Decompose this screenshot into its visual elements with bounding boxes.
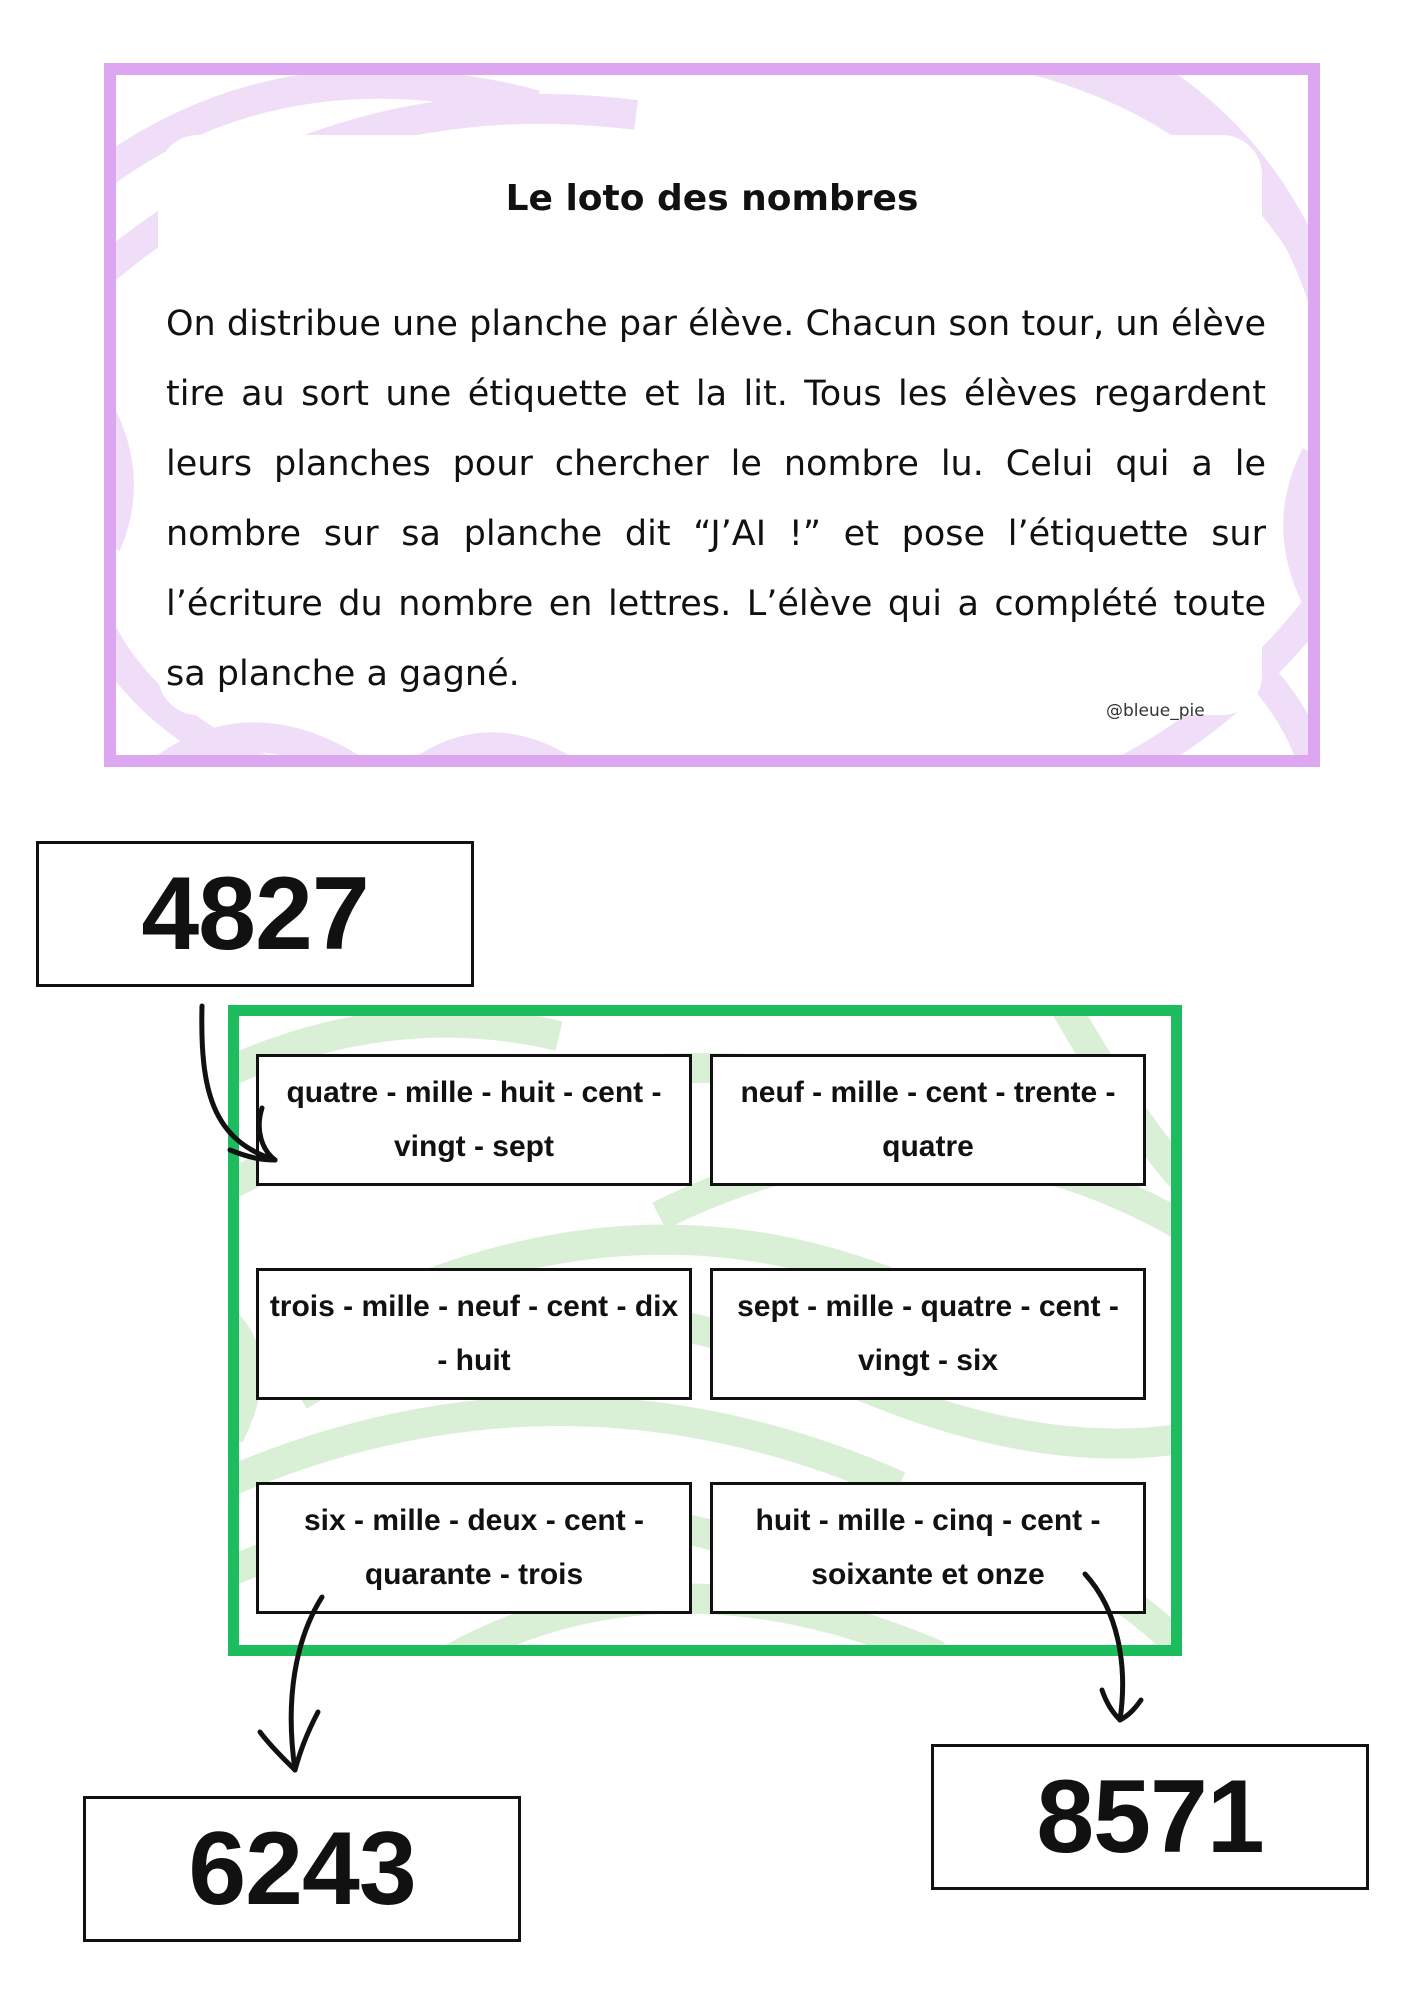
board-cell-2[interactable]: neuf - mille - cent - trente - quatre <box>710 1054 1146 1186</box>
board-cell-6[interactable]: huit - mille - cinq - cent - soixante et onze <box>710 1482 1146 1614</box>
board-cell-1[interactable]: quatre - mille - huit - cent - vingt - sept <box>256 1054 692 1186</box>
number-card-8571[interactable]: 8571 <box>931 1744 1369 1890</box>
rules-title: Le loto des nombres <box>505 178 919 219</box>
board-cell-3[interactable]: trois - mille - neuf - cent - dix - huit <box>256 1268 692 1400</box>
rules-text: On distribue une planche par élève. Chacun son tour, un élève tire au sort une étiquette et la lit. Tous les élèves regardent leurs planches pour chercher le nombre lu. Celui qui a le nombre sur sa planche dit “J’AI !” et pose l’étiquette sur l’écriture du nombre en lettres. L’élève qui a complété toute sa planche a gagné. <box>166 304 1266 694</box>
board-cell-4[interactable]: sept - mille - quatre - cent - vingt - six <box>710 1268 1146 1400</box>
number-card-6243[interactable]: 6243 <box>83 1796 521 1942</box>
board-cell-5[interactable]: six - mille - deux - cent - quarante - trois <box>256 1482 692 1614</box>
number-card-4827[interactable]: 4827 <box>36 841 474 987</box>
rules-card <box>104 63 1320 767</box>
author-credit: @bleue_pie <box>1106 701 1205 721</box>
